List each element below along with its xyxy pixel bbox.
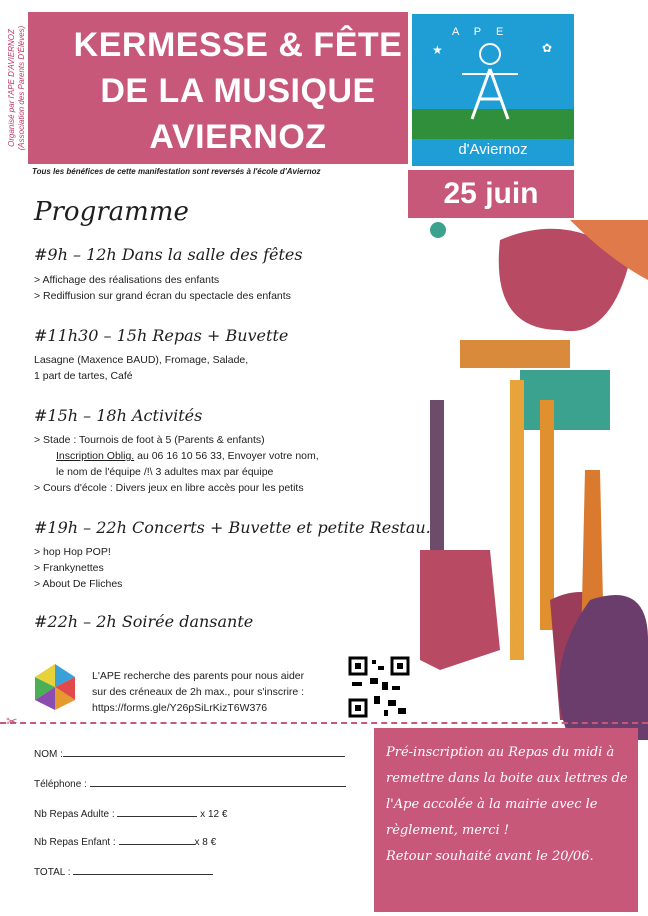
- pre-line-1: Pré-inscription au Repas du midi à: [386, 745, 615, 760]
- qr-code[interactable]: [348, 656, 410, 718]
- title-line-1: KERMESSE & FÊTE: [73, 26, 403, 64]
- section-5-title: #22h – 2h Soirée dansante: [34, 612, 254, 631]
- section-4-line-3: > About De Fliches: [34, 578, 123, 590]
- title-banner: [28, 12, 408, 164]
- section-3-line-3: le nom de l'équipe /!\ 3 adultes max par équipe: [56, 466, 274, 478]
- inscription-phone: au 06 16 10 56 33, Envoyer votre nom,: [134, 450, 319, 462]
- section-1-title: #9h – 12h Dans la salle des fêtes: [34, 245, 303, 264]
- section-4-title: #19h – 22h Concerts + Buvette et petite Restau.: [34, 518, 431, 537]
- section-3-line-4: > Cours d'école : Divers jeux en libre accès pour les petits: [34, 482, 304, 494]
- total-field[interactable]: [73, 864, 213, 875]
- section-4-line-1: > hop Hop POP!: [34, 546, 111, 558]
- section-2-line-2: 1 part de tartes, Café: [34, 370, 133, 382]
- instruments-art: [420, 220, 648, 740]
- tel-field[interactable]: [90, 776, 346, 787]
- form-tel: [34, 776, 346, 790]
- section-2-title: #11h30 – 15h Repas + Buvette: [34, 326, 289, 345]
- pre-line-3: l'Ape accolée à la mairie avec le: [386, 797, 598, 812]
- enfant-label: Nb Repas Enfant :: [34, 837, 116, 848]
- program-title: Programme: [34, 197, 189, 227]
- section-3-title: #15h – 18h Activités: [34, 406, 203, 425]
- logo-letters: A P E: [452, 26, 510, 38]
- title-line-2: DE LA MUSIQUE: [100, 72, 376, 110]
- ape-logo: [412, 14, 574, 166]
- inscription-required: Inscription Oblig.: [56, 450, 135, 462]
- tel-label: Téléphone :: [34, 779, 87, 790]
- preinscription-box: [374, 728, 638, 912]
- nom-label: NOM :: [34, 749, 63, 760]
- enfant-price: x 8 €: [194, 837, 217, 848]
- recruit-link[interactable]: https://forms.gle/Y26pSiLrKizT6W376: [92, 702, 268, 714]
- section-4-line-2: > Frankynettes: [34, 562, 104, 574]
- form-enfant: [34, 834, 216, 848]
- section-1-line-2: > Rediffusion sur grand écran du spectacle des enfants: [34, 290, 291, 302]
- form-adulte: [34, 806, 227, 820]
- total-label: TOTAL :: [34, 867, 71, 878]
- cut-line: [0, 722, 648, 724]
- adulte-price: x 12 €: [200, 809, 228, 820]
- qr-code-icon: [348, 656, 410, 718]
- pre-line-2: remettre dans la boite aux lettres de: [386, 771, 628, 786]
- form-total: [34, 864, 213, 878]
- svg-text:✿: ✿: [542, 41, 553, 55]
- organizer-line-1: Organisé par l'APE D'AVIERNOZ: [7, 29, 16, 147]
- section-1-line-1: > Affichage des réalisations des enfants: [34, 274, 220, 286]
- scissors-icon: ✂: [6, 713, 18, 729]
- logo-caption: d'Aviernoz: [458, 141, 528, 158]
- benefits-note: Tous les bénéfices de cette manifestation sont reversés à l'école d'Aviernoz: [32, 167, 321, 176]
- recruit-line-1: L'APE recherche des parents pour nous aider: [92, 670, 305, 682]
- title-line-3: AVIERNOZ: [149, 118, 327, 156]
- pre-line-4: règlement, merci !: [386, 823, 509, 838]
- pre-line-5: Retour souhaité avant le 20/06.: [386, 849, 594, 864]
- adulte-field[interactable]: [117, 806, 197, 817]
- section-2-line-1: Lasagne (Maxence BAUD), Fromage, Salade,: [34, 354, 249, 366]
- organizer-line-2: (Association des Parents D'Élèves): [17, 25, 26, 151]
- section-3-line-2: [56, 448, 319, 464]
- nom-field[interactable]: [63, 746, 345, 757]
- svg-text:★: ★: [432, 43, 443, 57]
- recruit-line-2: sur des créneaux de 2h max., pour s'inscrire :: [92, 686, 305, 698]
- hands-icon: [30, 662, 80, 712]
- organizer-note: [4, 16, 30, 166]
- form-nom: [34, 746, 345, 760]
- instruments-illustration: [420, 220, 648, 740]
- hands-logo: [30, 662, 80, 712]
- event-date: 25 juin: [408, 170, 574, 218]
- section-3-line-1: > Stade : Tournois de foot à 5 (Parents & enfants): [34, 434, 265, 446]
- adulte-label: Nb Repas Adulte :: [34, 809, 115, 820]
- enfant-field[interactable]: [119, 834, 195, 845]
